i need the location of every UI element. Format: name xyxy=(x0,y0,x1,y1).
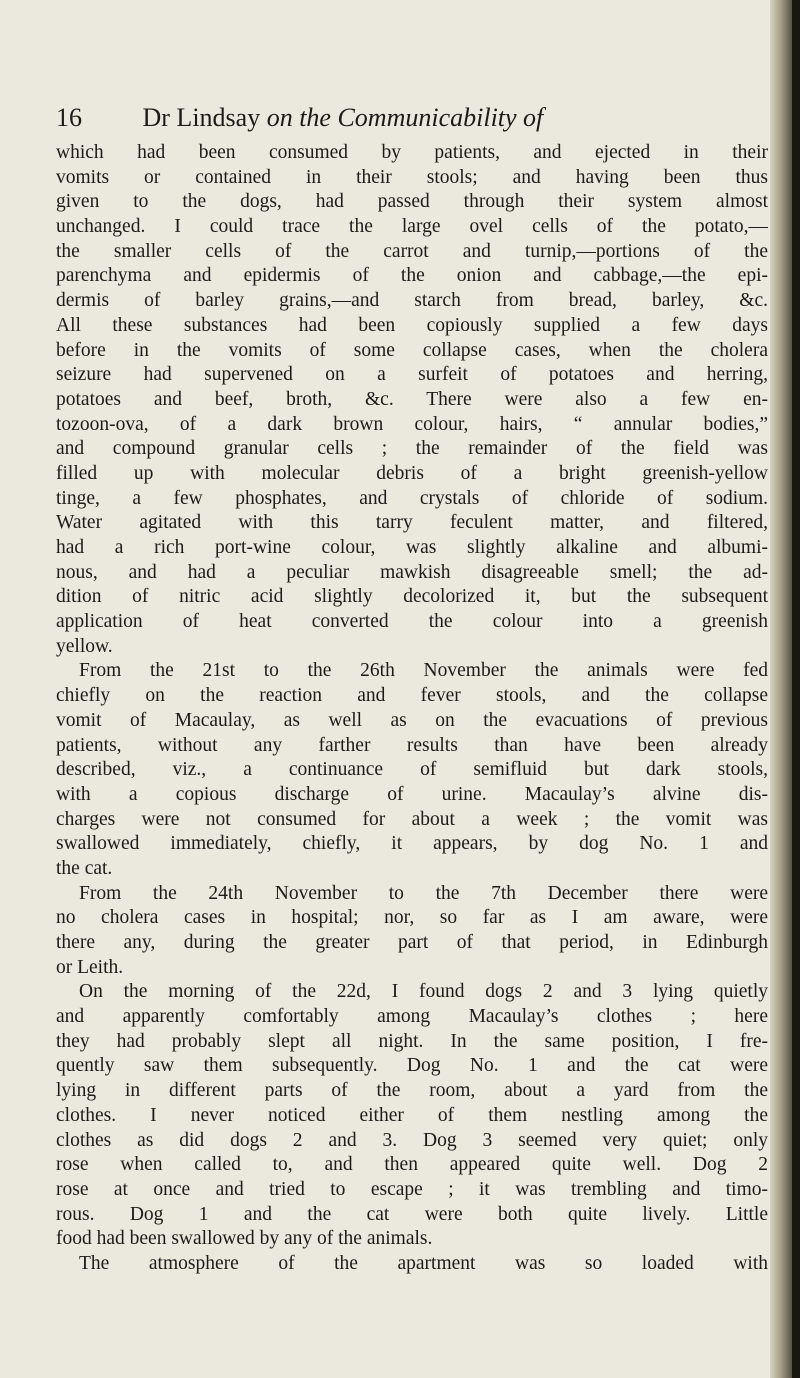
text-line: given to the dogs, had passed through their system almost xyxy=(56,191,768,213)
text-line: chiefly on the reaction and fever stools, and the collapse xyxy=(56,685,768,707)
text-line: the smaller cells of the carrot and turnip,—portions of the xyxy=(56,240,768,262)
running-title-author: Dr Lindsay xyxy=(142,103,267,132)
text-line: which had been consumed by patients, and ejected in their xyxy=(56,142,768,163)
paragraph-end-line: the cat. xyxy=(56,857,113,879)
text-line: quently saw them subsequently. Dog No. 1 and the cat were xyxy=(56,1055,768,1077)
text-line: rous. Dog 1 and the cat were both quite lively. Little xyxy=(56,1203,768,1225)
text-line: seizure had supervened on a surfeit of potatoes and herring, xyxy=(56,364,768,386)
text-line: there any, during the greater part of that period, in Edinburgh xyxy=(56,932,768,953)
paragraph-end-line: yellow. xyxy=(56,635,113,657)
text-line: nous, and had a peculiar mawkish disagreeable smell; the ad- xyxy=(56,561,768,583)
paragraph-end-line: food had been swallowed by any of the animals. xyxy=(56,1228,433,1250)
text-line: unchanged. I could trace the large ovel cells of the potato,— xyxy=(56,216,768,238)
text-line: and apparently comfortably among Macaulay’s clothes ; here xyxy=(56,1006,768,1028)
text-line: patients, without any farther results than have been already xyxy=(56,734,768,756)
text-line: vomits or contained in their stools; and having been thus xyxy=(56,166,768,188)
paragraph-first-line: The atmosphere of the apartment was so loaded with xyxy=(79,1252,768,1274)
text-line: rose when called to, and then appeared quite well. Dog 2 xyxy=(56,1154,768,1176)
text-line: rose at once and tried to escape ; it was trembling and timo- xyxy=(56,1178,768,1200)
text-line: charges were not consumed for about a week ; the vomit was xyxy=(56,808,768,830)
paragraph-first-line: On the morning of the 22d, I found dogs 2 and 3 lying quietly xyxy=(79,981,768,1003)
text-line: clothes. I never noticed either of them nestling among the xyxy=(56,1104,768,1126)
running-header xyxy=(56,100,746,136)
text-line: and compound granular cells ; the remainder of the field was xyxy=(56,438,768,460)
paragraph-first-line: From the 24th November to the 7th December there were xyxy=(79,882,768,904)
page-number: 16 xyxy=(56,103,82,132)
text-line: lying in different parts of the room, about a yard from the xyxy=(56,1080,768,1102)
paragraph-first-line: From the 21st to the 26th November the animals were fed xyxy=(79,660,768,682)
running-title-italic: on the Communicability of xyxy=(266,103,544,132)
body-text xyxy=(56,141,768,1277)
running-title xyxy=(143,100,544,136)
text-line: parenchyma and epidermis of the onion and cabbage,—the epi- xyxy=(56,265,768,287)
text-line: dermis of barley grains,—and starch from bread, barley, &c. xyxy=(56,290,768,312)
text-line: described, viz., a continuance of semifluid but dark stools, xyxy=(56,759,768,781)
text-line: tozoon-ova, of a dark brown colour, hairs, “ annular bodies,” xyxy=(56,413,768,435)
text-line: All these substances had been copiously supplied a few days xyxy=(56,314,768,336)
text-line: had a rich port-wine colour, was slightly alkaline and albumi- xyxy=(56,537,768,558)
text-line: no cholera cases in hospital; nor, so far as I am aware, were xyxy=(56,907,768,929)
text-line: Water agitated with this tarry feculent matter, and filtered, xyxy=(56,512,768,534)
text-line: vomit of Macaulay, as well as on the evacuations of previous xyxy=(56,709,768,731)
page-edge-shadow xyxy=(770,0,800,1378)
paragraph-end-line: or Leith. xyxy=(56,956,124,978)
text-line: they had probably slept all night. In the same position, I fre- xyxy=(56,1030,768,1052)
text-line: before in the vomits of some collapse cases, when the cholera xyxy=(56,339,768,361)
text-line: dition of nitric acid slightly decolorized it, but the subsequent xyxy=(56,586,768,608)
text-line: swallowed immediately, chiefly, it appears, by dog No. 1 and xyxy=(56,833,768,855)
text-line: potatoes and beef, broth, &c. There were also a few en- xyxy=(56,388,768,410)
text-line: application of heat converted the colour into a greenish xyxy=(56,611,768,633)
text-line: with a copious discharge of urine. Macaulay’s alvine dis- xyxy=(56,783,768,805)
text-line: tinge, a few phosphates, and crystals of chloride of sodium. xyxy=(56,487,768,509)
text-line: filled up with molecular debris of a bright greenish-yellow xyxy=(56,462,768,484)
text-line: clothes as did dogs 2 and 3. Dog 3 seemed very quiet; only xyxy=(56,1129,768,1151)
